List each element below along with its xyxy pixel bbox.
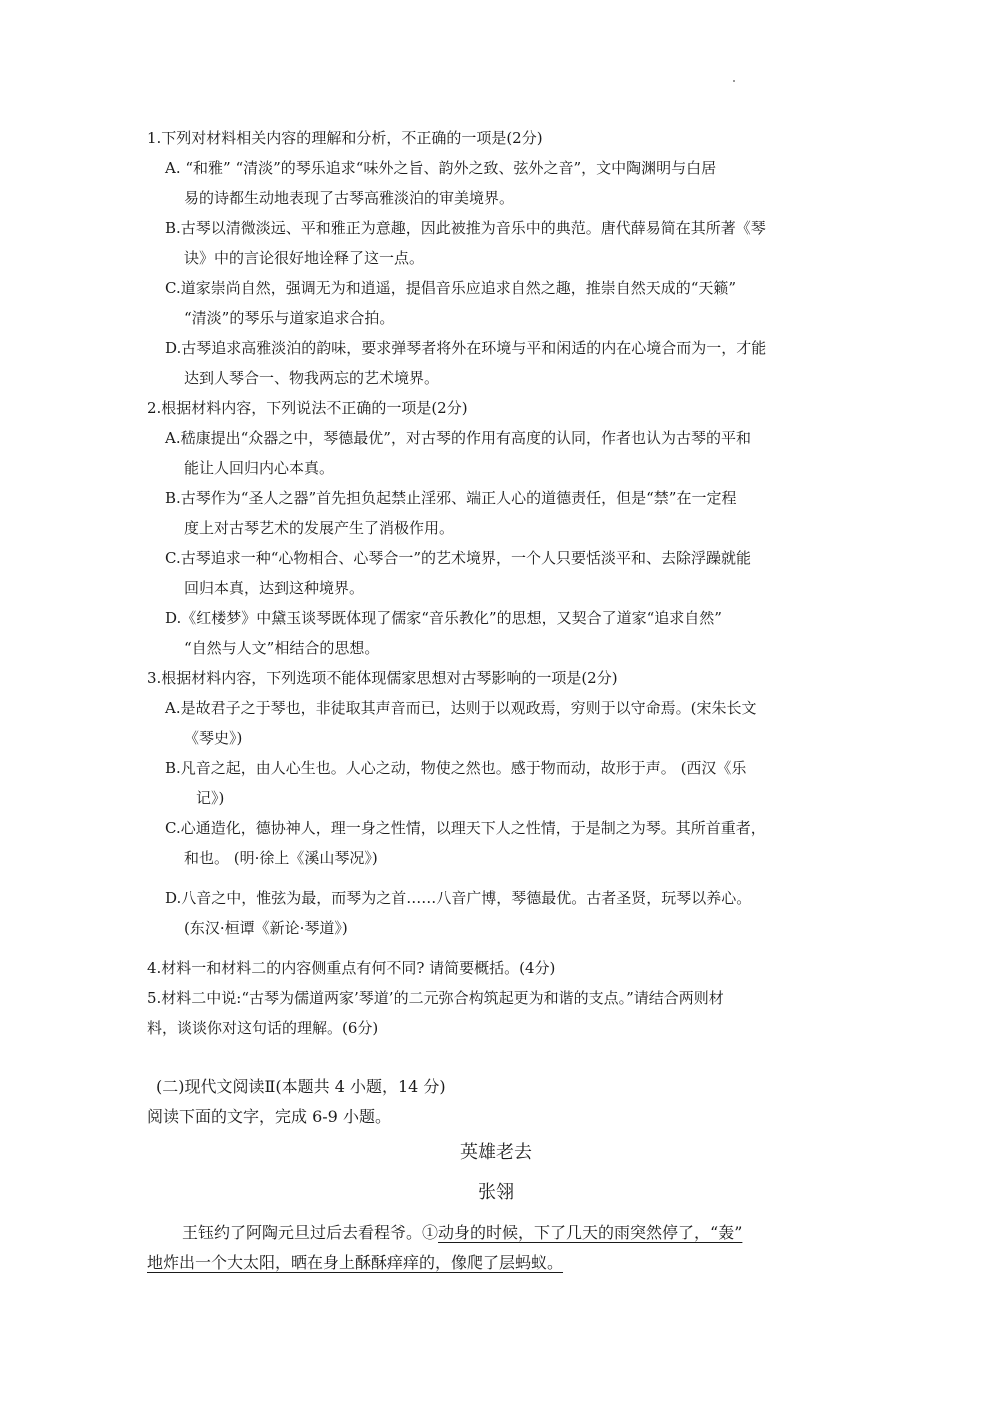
paragraph-start: 王钰约了阿陶元旦过后去看程爷。① [182, 1223, 439, 1242]
q1-option-a-cont: 易的诗都生动地表现了古琴高雅淡泊的审美境界。 [184, 189, 515, 207]
q3-option-d-cont: (东汉·桓谭《新论·琴道》) [184, 919, 348, 937]
q1-option-d-cont: 达到人琴合一、物我两忘的艺术境界。 [184, 369, 440, 387]
q1-option-c-cont: “清淡”的琴乐与道家追求合拍。 [184, 309, 395, 327]
q4-stem: 4.材料一和材料二的内容侧重点有何不同? 请简要概括。(4分) [147, 959, 556, 977]
q2-option-d: D.《红楼梦》中黛玉谈琴既体现了儒家“音乐教化”的思想，又契合了道家“追求自然” [165, 609, 722, 627]
q2-stem: 2.根据材料内容，下列说法不正确的一项是(2分) [147, 399, 468, 417]
section-instruction: 阅读下面的文字，完成 6-9 小题。 [147, 1107, 391, 1126]
q2-option-c-cont: 回归本真，达到这种境界。 [184, 579, 365, 597]
section-heading: (二)现代文阅读Ⅱ(本题共 4 小题，14 分) [156, 1077, 446, 1096]
underlined-sentence: 动身的时候，下了几天的雨突然停了，“轰” [438, 1223, 743, 1242]
story-title: 英雄老去 [460, 1142, 532, 1163]
q1-stem: 1.下列对材料相关内容的理解和分析，不正确的一项是(2分) [147, 129, 543, 147]
q2-option-b-cont: 度上对古琴艺术的发展产生了消极作用。 [184, 519, 455, 537]
q3-option-c-cont: 和也。 (明·徐上《溪山琴况》) [184, 849, 378, 867]
q3-stem: 3.根据材料内容，下列选项不能体现儒家思想对古琴影响的一项是(2分) [147, 669, 618, 687]
q1-option-a: A. “和雅” “清淡”的琴乐追求“味外之旨、韵外之致、弦外之音”，文中陶渊明与白居 [165, 159, 717, 177]
q3-option-b-cont: 记》) [196, 789, 225, 807]
q3-option-a: A.是故君子之于琴也，非徒取其声音而已，达则于以观政焉，穷则于以守命焉。(宋朱长文 [165, 699, 757, 717]
q1-option-d: D.古琴追求高雅淡泊的韵味，要求弹琴者将外在环境与平和闲适的内在心境合而为一，才能 [165, 339, 767, 357]
stray-dot [733, 80, 735, 82]
q2-option-a-cont: 能让人回归内心本真。 [184, 459, 335, 477]
q2-option-a: A.嵇康提出“众器之中，琴德最优”，对古琴的作用有高度的认同，作者也认为古琴的平和 [165, 429, 751, 447]
q2-option-b: B.古琴作为“圣人之器”首先担负起禁止淫邪、端正人心的道德责任，但是“禁”在一定程 [165, 489, 737, 507]
paragraph-line-1 [182, 1223, 742, 1243]
q5-stem: 5.材料二中说:“古琴为儒道两家’琴道’的二元弥合构筑起更为和谐的支点。”请结合两则材 [147, 989, 724, 1007]
q1-option-c: C.道家崇尚自然，强调无为和逍遥，提倡音乐应追求自然之趣，推崇自然天成的“天籁” [165, 279, 737, 297]
q3-option-c: C.心通造化，德协神人，理一身之性情，以理天下人之性情，于是制之为琴。其所首重者， [165, 819, 766, 837]
q3-option-d: D.八音之中，惟弦为最，而琴为之首……八音广博，琴德最优。古者圣贤，玩琴以养心。 [165, 889, 752, 907]
story-author: 张翎 [478, 1182, 514, 1203]
q2-option-d-cont: “自然与人文”相结合的思想。 [184, 639, 380, 657]
q1-option-b: B.古琴以清微淡远、平和雅正为意趣，因此被推为音乐中的典范。唐代薛易简在其所著《琴 [165, 219, 766, 237]
q1-option-b-cont: 诀》中的言论很好地诠释了这一点。 [184, 249, 425, 267]
q2-option-c: C.古琴追求一种“心物相合、心琴合一”的艺术境界，一个人只要恬淡平和、去除浮躁就能 [165, 549, 752, 567]
paragraph-line-2: 地炸出一个大太阳，晒在身上酥酥痒痒的，像爬了层蚂蚁。 [147, 1253, 564, 1272]
q3-option-a-cont: 《琴史》) [184, 729, 243, 747]
q3-option-b: B.凡音之起，由人心生也。人心之动，物使之然也。感于物而动，故形于声。 (西汉《乐 [165, 759, 747, 777]
q5-stem-cont: 料，谈谈你对这句话的理解。(6分) [147, 1019, 379, 1037]
